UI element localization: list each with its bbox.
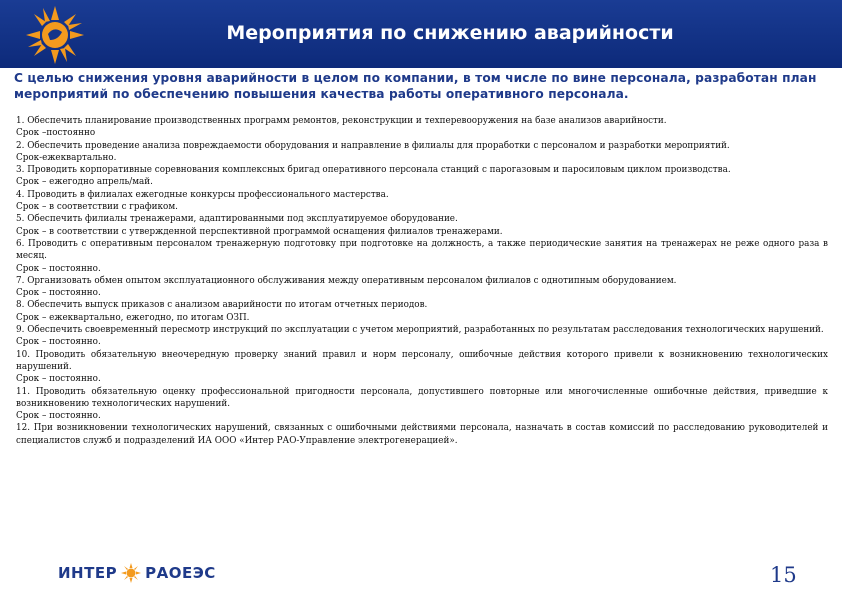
list-item: 9. Обеспечить своевременный пересмотр инструкций по эксплуатации с учетом мероприятий, разработанных по результатам расследования технологических нарушений. <box>16 325 824 336</box>
list-item: 6. Проводить с оперативным персоналом тренажерную подготовку при подготовке на должность, а также периодические занятия на тренажерах не реже одного раза в месяц. <box>16 238 828 262</box>
measures-list <box>16 115 828 447</box>
list-item: 4. Проводить в филиалах ежегодные конкурсы профессионального мастерства. <box>16 189 389 200</box>
list-item: Срок – постоянно. <box>16 288 101 299</box>
page-title: Мероприятия по снижению аварийности <box>226 22 674 44</box>
list-item: Срок – в соответствии с утвержденной перспективной программой оснащения филиалов тренажерами. <box>16 226 503 237</box>
list-item: Срок – постоянно. <box>16 411 101 422</box>
slide-header <box>0 0 842 68</box>
footer-logo-left: ИНТЕР <box>58 564 118 582</box>
list-item: 11. Проводить обязательную оценку профессиональной пригодности персонала, допустившего повторные или многочисленные ошибочные действия, приведшие к возникновению технологических нарушений. <box>16 386 828 409</box>
list-item: Срок – ежегодно апрель/май. <box>16 177 153 188</box>
list-item: Срок – ежеквартально, ежегодно, по итогам ОЗП. <box>16 312 250 323</box>
list-item: Срок – в соответствии с графиком. <box>16 202 178 213</box>
list-item: 3. Проводить корпоративные соревнования комплексных бригад оперативного персонала станций с парогазовым и паросиловым циклом производства. <box>16 165 731 176</box>
list-item: 5. Обеспечить филиалы тренажерами, адаптированными под эксплуатируемое оборудование. <box>16 214 458 225</box>
intro-text: С целью снижения уровня аварийности в целом по компании, в том числе по вине персонала, разработан план мероприятий по обеспечению повышения качества работы оперативного персонала. <box>14 71 817 101</box>
footer-logo-right: РАОЕЭС <box>145 564 216 582</box>
list-item: Срок – постоянно. <box>16 374 101 385</box>
list-item: Срок-ежеквартально. <box>16 152 117 163</box>
company-sun-logo-icon <box>24 4 86 66</box>
list-item: Срок –постоянно <box>16 128 96 139</box>
footer-sun-icon <box>121 563 141 583</box>
list-item: Срок – постоянно. <box>16 263 101 274</box>
list-item: 7. Организовать обмен опытом эксплуатационного обслуживания между оперативным персоналом филиалов с однотипным оборудованием. <box>16 275 677 286</box>
list-item: 8. Обеспечить выпуск приказов с анализом аварийности по итогам отчетных периодов. <box>16 300 428 311</box>
footer-logo <box>58 561 216 585</box>
list-item: Срок – постоянно. <box>16 337 101 348</box>
list-item: 10. Проводить обязательную внеочередную проверку знаний правил и норм персоналу, ошибочные действия которого привели к возникновению технологических нарушений. <box>16 349 828 372</box>
list-item: 1. Обеспечить планирование производственных программ ремонтов, реконструкции и техперевооружения на базе анализов аварийности. <box>16 116 667 126</box>
page-number: 15 <box>770 563 797 587</box>
list-item: 2. Обеспечить проведение анализа повреждаемости оборудования и направление в филиалы для проработки с персоналом и разработки мероприятий. <box>16 140 730 151</box>
list-item: 12. При возникновении технологических нарушений, связанных с ошибочными действиями персонала, назначать в состав комиссий по расследованию руководителей и специалистов служб и подразделений ИА ООО «Интер РАО-Управление электрогенерацией». <box>16 423 828 446</box>
